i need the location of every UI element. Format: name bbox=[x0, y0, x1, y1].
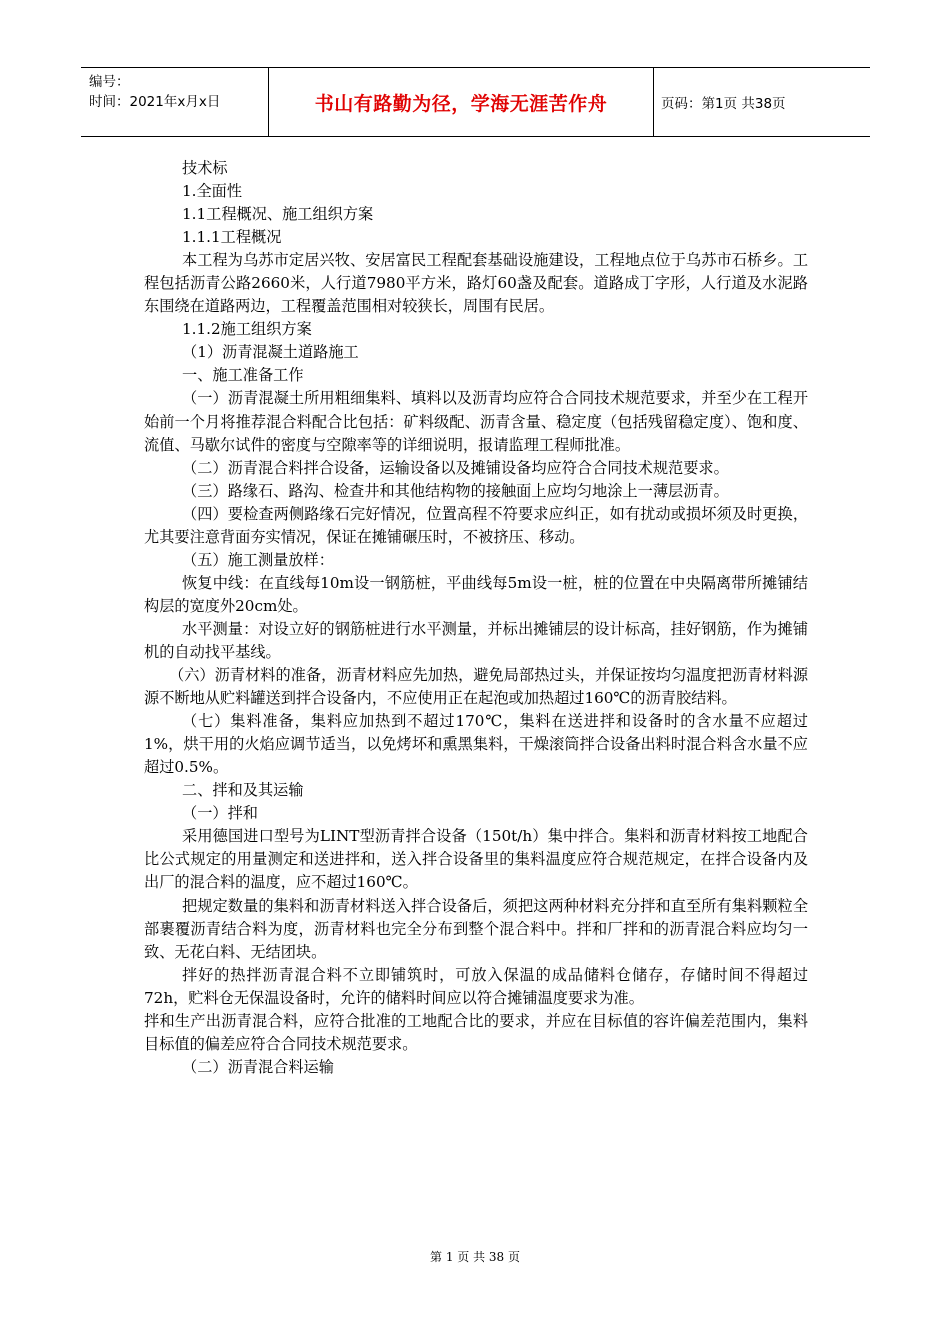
document-number-label: 编号： bbox=[89, 74, 130, 90]
document-time-label: 时间：2021年x月x日 bbox=[89, 94, 221, 110]
heading-level-3: 1.1.2施工组织方案 bbox=[182, 320, 312, 339]
body-paragraph: （三）路缘石、路沟、检查井和其他结构物的接触面上应均匀地涂上一薄层沥青。 bbox=[182, 481, 729, 500]
subheading: （1）沥青混凝土道路施工 bbox=[182, 343, 359, 362]
body-paragraph: （二）沥青混合料拌合设备，运输设备以及摊铺设备均应符合合同技术规范要求。 bbox=[182, 458, 729, 477]
subheading: （五）施工测量放样： bbox=[182, 550, 334, 569]
header-page-info: 页码：第1页 共38页 bbox=[661, 96, 786, 112]
subheading: （一）拌和 bbox=[182, 804, 258, 823]
subheading: 二、拌和及其运输 bbox=[182, 781, 304, 800]
body-paragraph: 拌好的热拌沥青混合料不立即铺筑时，可放入保温的成品储料仓储存，存储时间不得超过72h，贮料仓无保温设备时，允许的储料时间应以符合摊铺温度要求为准。 bbox=[144, 965, 808, 1007]
subheading: 一、施工准备工作 bbox=[182, 366, 304, 385]
body-paragraph: （六）沥青材料的准备，沥青材料应先加热，避免局部热过头，并保证按均匀温度把沥青材料源源不断地从贮料罐送到拌合设备内，不应使用正在起泡或加热超过160℃的沥青胶结料。 bbox=[144, 666, 808, 708]
body-paragraph: 采用德国进口型号为LINT型沥青拌合设备（150t/h）集中拌合。集料和沥青材料按工地配合比公式规定的用量测定和送进拌和，送入拌合设备里的集料温度应符合规范规定，在拌合设备内及出厂的混合料的温度，应不超过160℃。 bbox=[144, 827, 808, 892]
subheading: （二）沥青混合料运输 bbox=[182, 1057, 334, 1076]
body-paragraph: 本工程为乌苏市定居兴牧、安居富民工程配套基础设施建设，工程地点位于乌苏市石桥乡。工程包括沥青公路2660米，人行道7980平方米，路灯60盏及配套。道路成丁字形，人行道及水泥路东围绕在道路两边，工程覆盖范围相对较狭长，周围有民居。 bbox=[144, 251, 808, 316]
header-meta bbox=[81, 68, 269, 136]
document-body bbox=[144, 157, 808, 1079]
body-paragraph: 拌和生产出沥青混合料，应符合批准的工地配合比的要求，并应在目标值的容许偏差范围内，集料目标值的偏差应符合合同技术规范要求。 bbox=[144, 1011, 808, 1053]
body-paragraph: （一）沥青混凝土所用粗细集料、填料以及沥青均应符合合同技术规范要求，并至少在工程开始前一个月将推荐混合料配合比包括：矿料级配、沥青含量、稳定度（包括残留稳定度）、饱和度、流值、马歇尔试件的密度与空隙率等的详细说明，报请监理工程师批准。 bbox=[144, 389, 808, 454]
heading-level-2: 1.1工程概况、施工组织方案 bbox=[182, 205, 374, 224]
header-motto: 书山有路勤为径，学海无涯苦作舟 bbox=[269, 68, 654, 136]
body-paragraph: 把规定数量的集料和沥青材料送入拌合设备后，须把这两种材料充分拌和直至所有集料颗粒全部裹覆沥青结合料为度，沥青材料也完全分布到整个混合料中。拌和厂拌和的沥青混合料应均匀一致、无花白料、无结团块。 bbox=[144, 896, 808, 961]
body-paragraph: 水平测量：对设立好的钢筋桩进行水平测量，并标出摊铺层的设计标高，挂好钢筋，作为摊铺机的自动找平基线。 bbox=[144, 619, 808, 661]
body-paragraph: 恢复中线：在直线每10m设一钢筋桩，平曲线每5m设一桩，桩的位置在中央隔离带所摊铺结构层的宽度外20cm处。 bbox=[144, 573, 808, 615]
section-title: 技术标 bbox=[182, 159, 228, 177]
page-footer: 第 1 页 共 38 页 bbox=[430, 1250, 520, 1264]
page-header bbox=[81, 67, 870, 137]
heading-level-3: 1.1.1工程概况 bbox=[182, 228, 282, 247]
body-paragraph: （七）集料准备，集料应加热到不超过170℃，集料在送进拌和设备时的含水量不应超过1%，烘干用的火焰应调节适当，以免烤坏和熏黑集料，干燥滚筒拌合设备出料时混合料含水量不应超过0.5%。 bbox=[144, 712, 808, 777]
body-paragraph: （四）要检查两侧路缘石完好情况，位置高程不符要求应纠正，如有扰动或损坏须及时更换，尤其要注意背面夯实情况，保证在摊铺碾压时，不被挤压、移动。 bbox=[144, 504, 808, 546]
heading-level-1: 1.全面性 bbox=[182, 182, 243, 201]
